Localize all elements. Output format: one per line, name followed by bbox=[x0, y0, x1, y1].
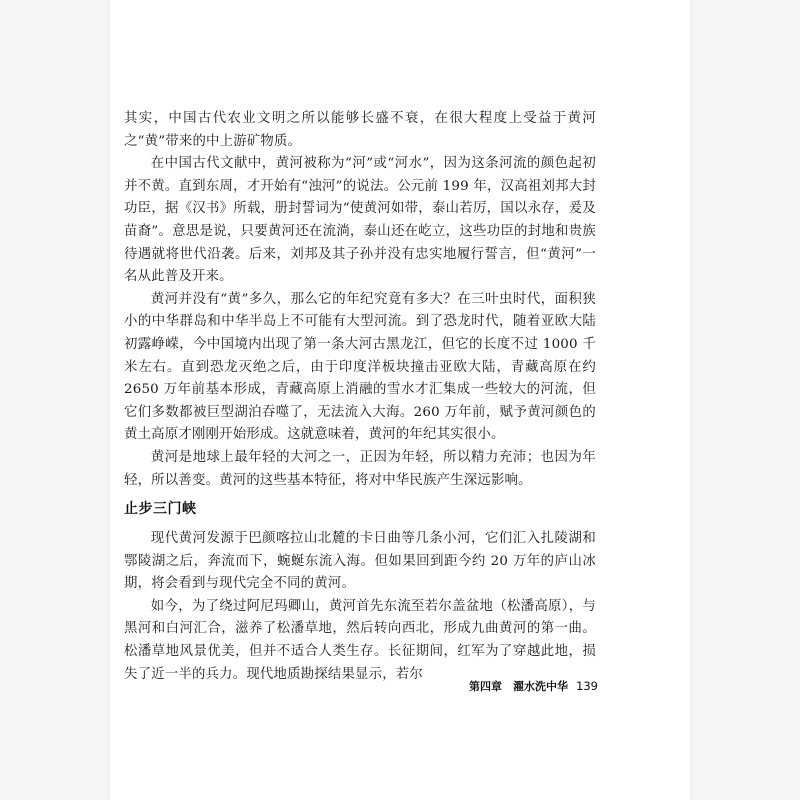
paragraph-4: 黄河是地球上最年轻的大河之一，正因为年轻，所以精力充沛；也因为年轻，所以善变。黄河的这些基本特征，将对中华民族产生深远影响。 bbox=[124, 449, 596, 488]
paragraph-6: 如今，为了绕过阿尼玛卿山，黄河首先东流至若尔盖盆地（松潘高原），与黑河和白河汇合，滋养了松潘草地，然后转向西北，形成九曲黄河的第一曲。松潘草地风景优美，但并不适合人类生存。长征期间，红军为了穿越此地，损失了近一半的兵力。现代地质勘探结果显示，若尔 bbox=[124, 598, 596, 682]
paragraph-1: 其实，中国古代农业文明之所以能够长盛不衰，在很大程度上受益于黄河之“黄”带来的中上游矿物质。 bbox=[124, 111, 596, 149]
paragraph-5: 现代黄河发源于巴颜喀拉山北麓的卡日曲等几条小河，它们汇入扎陵湖和鄂陵湖之后，奔流而下，蜿蜒东流入海。但如果回到距今约 20 万年的庐山冰期，将会看到与现代完全不同的黄河。 bbox=[124, 531, 596, 592]
body-text-part2 bbox=[124, 528, 596, 686]
section-heading: 止步三门峡 bbox=[124, 501, 197, 517]
paragraph-3: 黄河并没有“黄”多久，那么它的年纪究竟有多大？在三叶虫时代，面积狭小的中华群岛和中华半岛上不可能有大型河流。到了恐龙时代，随着亚欧大陆初露峥嵘，今中国境内出现了第一条大河古黑龙江，但它的长度不过 1000 千米左右。直到恐龙灭绝之后，由于印度洋板块撞击亚欧大陆，青藏高原在约 2650 万年前基本形成，青藏高原上消融的雪水才汇集成一些较大的河流，但它们多数都被巨型湖泊吞噬了，无法流入大海。260 万年前，赋予黄河颜色的黄土高原才刚刚开始形成。这就意味着，黄河的年纪其实很小。 bbox=[124, 291, 596, 443]
page-footer bbox=[469, 678, 598, 694]
paragraph-2: 在中国古代文献中，黄河被称为“河”或“河水”，因为这条河流的颜色起初并不黄。直到东周，才开始有“浊河”的说法。公元前 199 年，汉高祖刘邦大封功臣，据《汉书》所载，册封誓词为“使黄河如带，泰山若厉，国以永存，爰及苗裔”。意思是说，只要黄河还在流淌，泰山还在屹立，这些功臣的封地和贵族待遇就将世代沿袭。后来，刘邦及其子孙并没有忠实地履行誓言，但“黄河”一名从此普及开来。 bbox=[124, 156, 596, 285]
chapter-title: 第四章 濯水洗中华 bbox=[469, 680, 569, 693]
body-text-part1 bbox=[124, 108, 596, 492]
page-number: 139 bbox=[576, 679, 598, 693]
